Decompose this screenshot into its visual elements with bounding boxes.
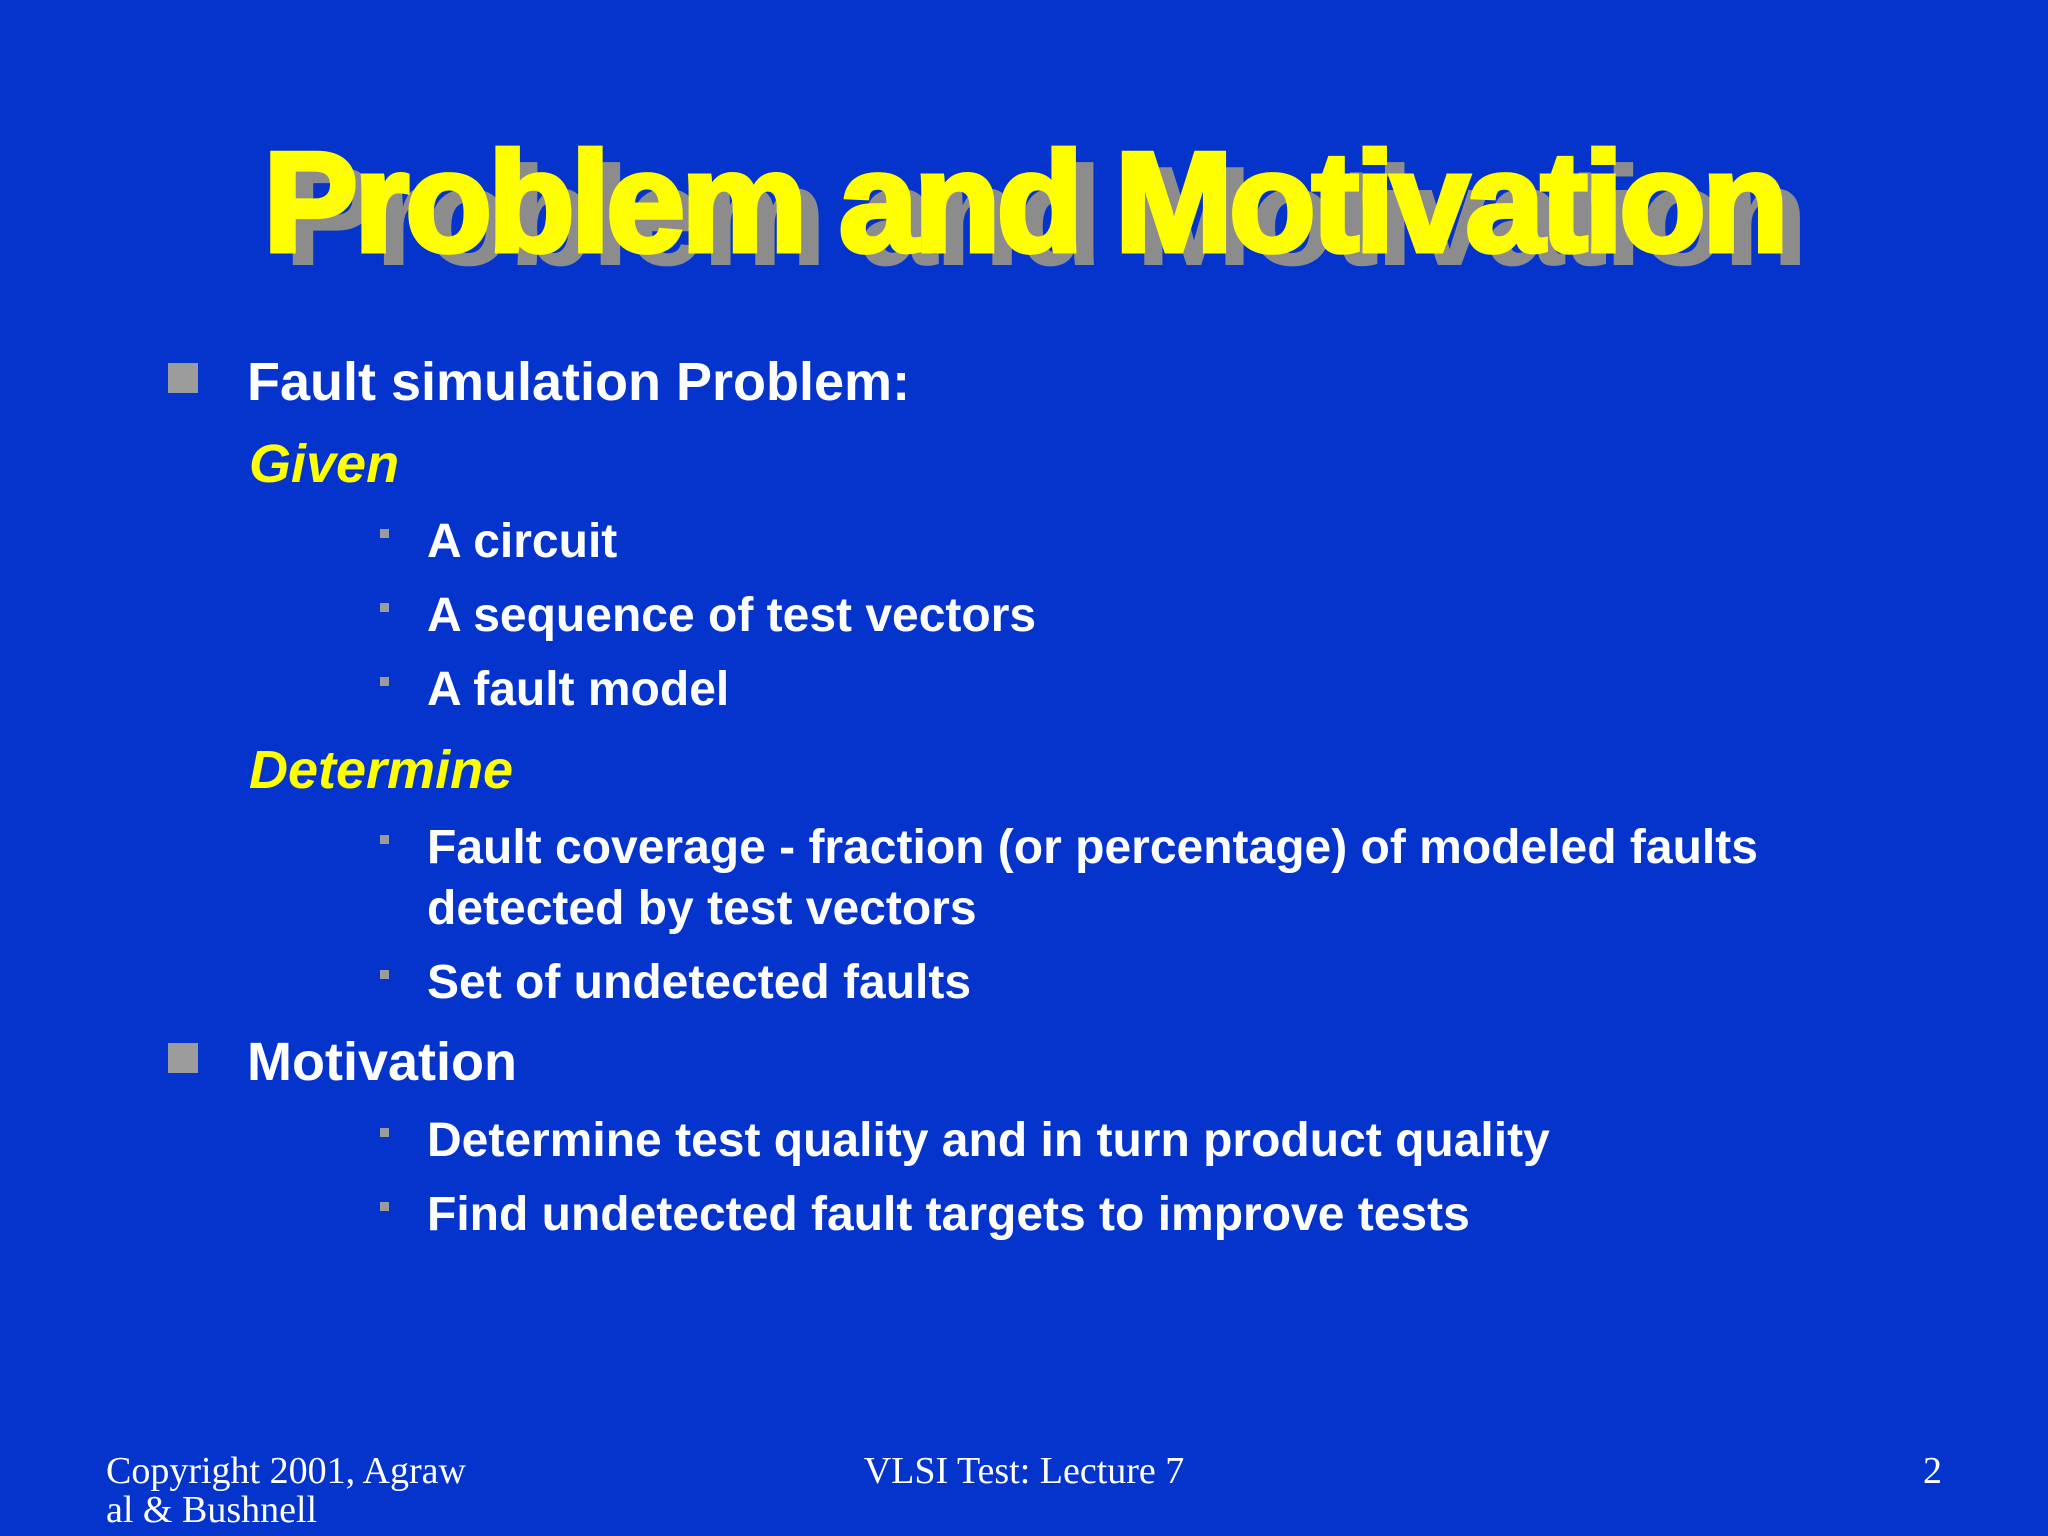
given-item-test-vectors: A sequence of test vectors bbox=[427, 589, 1037, 642]
small-square-bullet-icon bbox=[380, 1128, 389, 1137]
small-square-bullet-icon bbox=[380, 835, 389, 844]
footer-course: VLSI Test: Lecture 7 bbox=[863, 1450, 1185, 1492]
small-square-bullet-icon bbox=[380, 677, 389, 686]
bullet-fault-simulation-problem: Fault simulation Problem: bbox=[247, 352, 911, 412]
motivation-item-improve-tests: Find undetected fault targets to improve tests bbox=[427, 1188, 1470, 1241]
determine-item-fault-coverage: Fault coverage - fraction (or percentage) of modeled faults bbox=[427, 821, 1758, 874]
given-item-fault-model: A fault model bbox=[427, 663, 730, 716]
small-square-bullet-icon bbox=[380, 970, 389, 979]
small-square-bullet-icon bbox=[380, 603, 389, 612]
footer-page-number: 2 bbox=[1923, 1450, 1942, 1492]
determine-label: Determine bbox=[249, 740, 514, 800]
small-square-bullet-icon bbox=[380, 1202, 389, 1211]
determine-item-undetected-faults: Set of undetected faults bbox=[427, 956, 972, 1009]
given-label: Given bbox=[249, 434, 400, 494]
square-bullet-icon bbox=[168, 1043, 198, 1073]
footer-copyright-line2: al & Bushnell bbox=[106, 1489, 318, 1531]
determine-item-fault-coverage-cont: detected by test vectors bbox=[427, 882, 977, 935]
given-item-circuit: A circuit bbox=[427, 515, 618, 568]
slide-title: Problem and Motivation bbox=[263, 123, 1785, 282]
small-square-bullet-icon bbox=[380, 529, 389, 538]
square-bullet-icon bbox=[168, 363, 198, 393]
footer-copyright-line1: Copyright 2001, Agraw bbox=[106, 1450, 466, 1492]
motivation-item-test-quality: Determine test quality and in turn product quality bbox=[427, 1114, 1550, 1167]
bullet-motivation: Motivation bbox=[247, 1032, 517, 1092]
